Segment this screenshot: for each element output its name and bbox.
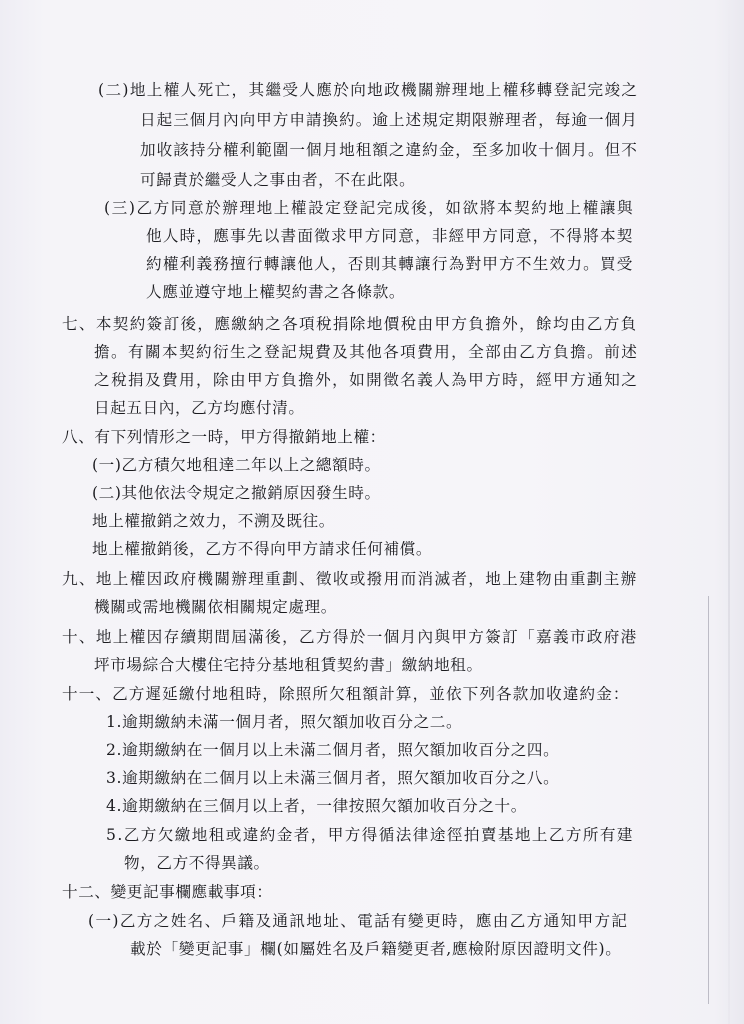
text-line: 地上權撤銷後，乙方不得向甲方請求任何補償。: [92, 540, 433, 558]
text-line: 七、本契約簽訂後，應繳納之各項稅捐除地價稅由甲方負擔外，餘均由乙方負: [62, 315, 638, 333]
text-line: 擔。有關本契約衍生之登記規費及其他各項費用，全部由乙方負擔。前述: [94, 343, 639, 361]
text-line: 之稅捐及費用，除由甲方負擔外，如開徵名義人為甲方時，經甲方通知之: [94, 371, 639, 389]
text-line: 機關或需地機關依相關規定處理。: [94, 598, 337, 616]
text-line: 十、地上權因存續期間屆滿後，乙方得於一個月內與甲方簽訂「嘉義市政府港: [62, 628, 638, 646]
text-line: 日起三個月內向甲方申請換約。逾上述規定期限辦理者，每逾一個月: [140, 111, 638, 129]
text-line: (一)乙方之姓名、戶籍及通訊地址、電話有變更時，應由乙方通知甲方記: [88, 912, 629, 930]
text-line: 4.逾期繳納在三個月以上者，一律按照欠額加收百分之十。: [106, 797, 527, 815]
text-line: (二)地上權人死亡，其繼受人應於向地政機關辦理地上權移轉登記完竣之: [98, 81, 639, 99]
text-line: (二)其他依法令規定之撤銷原因發生時。: [92, 484, 381, 502]
text-line: 十一、乙方遲延繳付地租時，除照所欠租額計算，並依下列各款加收違約金：: [62, 685, 630, 703]
text-line: 可歸責於繼受人之事由者，不在此限。: [140, 171, 416, 189]
text-line: 載於「變更記事」欄(如屬姓名及戶籍變更者,應檢附原因證明文件)。: [130, 940, 622, 958]
text-line: 地上權撤銷之效力，不溯及既往。: [92, 512, 335, 530]
text-line: 坪市場綜合大樓住宅持分基地租賃契約書」繳納地租。: [94, 656, 483, 674]
text-line: 物，乙方不得異議。: [124, 854, 270, 872]
text-line: (一)乙方積欠地租達二年以上之總額時。: [92, 456, 381, 474]
margin-line: [708, 596, 709, 1004]
text-line: 加收該持分權利範圍一個月地租額之違約金，至多加收十個月。但不: [140, 141, 638, 159]
text-line: 人應並遵守地上權契約書之各條款。: [146, 283, 406, 301]
text-line: 日起五日內，乙方均應付清。: [94, 399, 305, 417]
text-line: (三)乙方同意於辦理地上權設定登記完成後，如欲將本契約地上權讓與: [104, 199, 635, 217]
text-line: 十二、變更記事欄應載事項：: [62, 883, 273, 901]
text-line: 2.逾期繳納在一個月以上未滿二個月者，照欠額加收百分之四。: [106, 741, 560, 759]
text-line: 約權利義務擅行轉讓他人，否則其轉讓行為對甲方不生效力。買受: [146, 255, 634, 273]
text-line: 1.逾期繳納未滿一個月者，照欠額加收百分之二。: [106, 713, 463, 731]
text-line: 他人時，應事先以書面徵求甲方同意，非經甲方同意，不得將本契: [146, 227, 634, 245]
text-line: 5.乙方欠繳地租或違約金者，甲方得循法律途徑拍賣基地上乙方所有建: [106, 826, 634, 844]
scan-edge-shadow: [728, 0, 730, 1024]
text-line: 3.逾期繳納在二個月以上未滿三個月者，照欠額加收百分之八。: [106, 769, 560, 787]
text-line: 八、有下列情形之一時，甲方得撤銷地上權：: [62, 428, 386, 446]
text-line: 九、地上權因政府機關辦理重劃、徵收或撥用而消滅者，地上建物由重劃主辦: [62, 570, 638, 588]
